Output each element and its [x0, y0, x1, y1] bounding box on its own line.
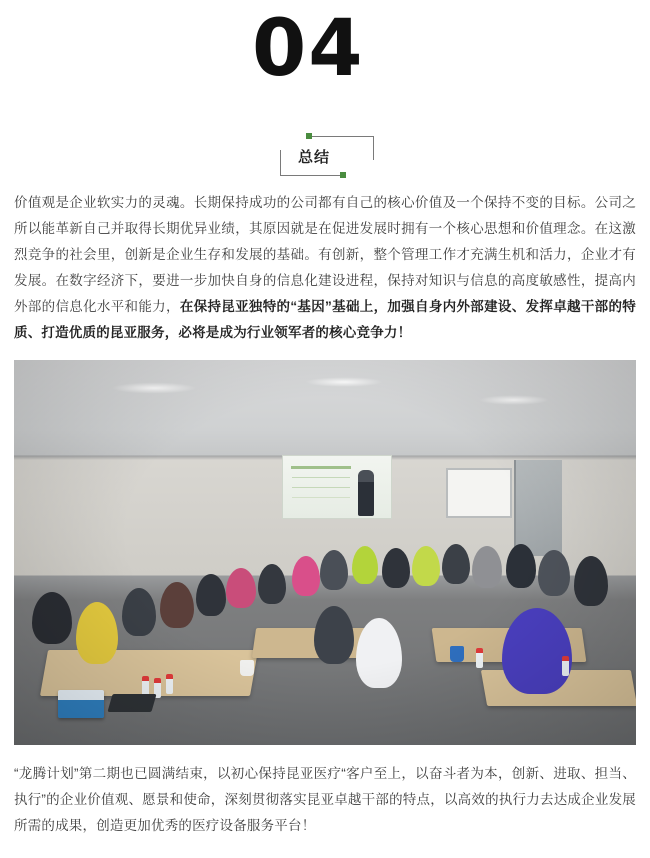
- attendee: [160, 582, 194, 628]
- training-photo: [14, 360, 636, 745]
- attendee: [122, 588, 156, 636]
- decor-square-icon: [306, 133, 312, 139]
- paper-cup: [240, 660, 254, 676]
- paper-cup: [450, 646, 464, 662]
- intro-paragraph: [14, 190, 636, 346]
- attendee: [196, 574, 226, 616]
- photo-background: [14, 360, 636, 745]
- attendee: [356, 618, 402, 688]
- attendee: [226, 568, 256, 608]
- attendee: [472, 546, 502, 588]
- door: [514, 460, 562, 556]
- whiteboard: [446, 468, 512, 518]
- attendee: [76, 602, 118, 664]
- decor-line-right: [373, 136, 374, 160]
- water-bottle: [142, 676, 149, 696]
- water-bottle: [476, 648, 483, 668]
- projection-screen: [282, 455, 392, 519]
- attendee: [502, 608, 572, 694]
- attendee: [320, 550, 348, 590]
- attendee: [314, 606, 354, 664]
- attendee: [506, 544, 536, 588]
- decor-line-top: [312, 136, 374, 137]
- intro-paragraph-emphasis: 在保持昆亚独特的“基因”基础上，加强自身内外部建设、发挥卓越干部的特质、打造优质的昆亚服务，必将是成为行业领军者的核心竞争力！: [14, 299, 636, 340]
- tissue-box: [58, 690, 104, 718]
- laptop: [107, 694, 156, 712]
- attendee: [538, 550, 570, 596]
- water-bottle: [562, 656, 569, 676]
- decor-square-icon: [340, 172, 346, 178]
- section-label: 总结: [298, 149, 331, 166]
- water-bottle: [166, 674, 173, 694]
- attendee: [382, 548, 410, 588]
- outro-paragraph: “龙腾计划”第二期也已圆满结束，以初心保持昆亚医疗“客户至上，以奋斗者为本，创新、进取、担当、执行”的企业价值观、愿景和使命，深刻贯彻落实昆亚卓越干部的特点，以高效的执行力去达成企业发展所需的成果，创造更加优秀的医疗设备服务平台！: [14, 766, 636, 833]
- section-number-block: [0, 0, 650, 190]
- presenter-figure: [358, 470, 374, 516]
- intro-paragraph-text: 价值观是企业软实力的灵魂。长期保持成功的公司都有自己的核心价值及一个保持不变的目标。公司之所以能革新自己并取得长期优异业绩，其原因就是在促进发展时拥有一个核心思想和价值理念。在这激烈竞争的社会里，创新是企业生存和发展的基础。有创新，整个管理工作才充满生机和活力，企业才有发展。在数字经济下，要进一步加快自身的信息化建设进程，保持对知识与信息的高度敏感性，提高内外部的信息化水平和能力，: [14, 195, 636, 314]
- attendee: [594, 586, 636, 652]
- section-number: 04: [252, 4, 365, 94]
- decor-line-left: [280, 150, 281, 176]
- attendee: [292, 556, 320, 596]
- attendee: [352, 546, 378, 584]
- attendee: [258, 564, 286, 604]
- attendee: [412, 546, 440, 586]
- section-label-decoration: [272, 128, 382, 186]
- attendee: [32, 592, 72, 644]
- decor-line-bottom: [280, 175, 342, 176]
- attendee: [442, 544, 470, 584]
